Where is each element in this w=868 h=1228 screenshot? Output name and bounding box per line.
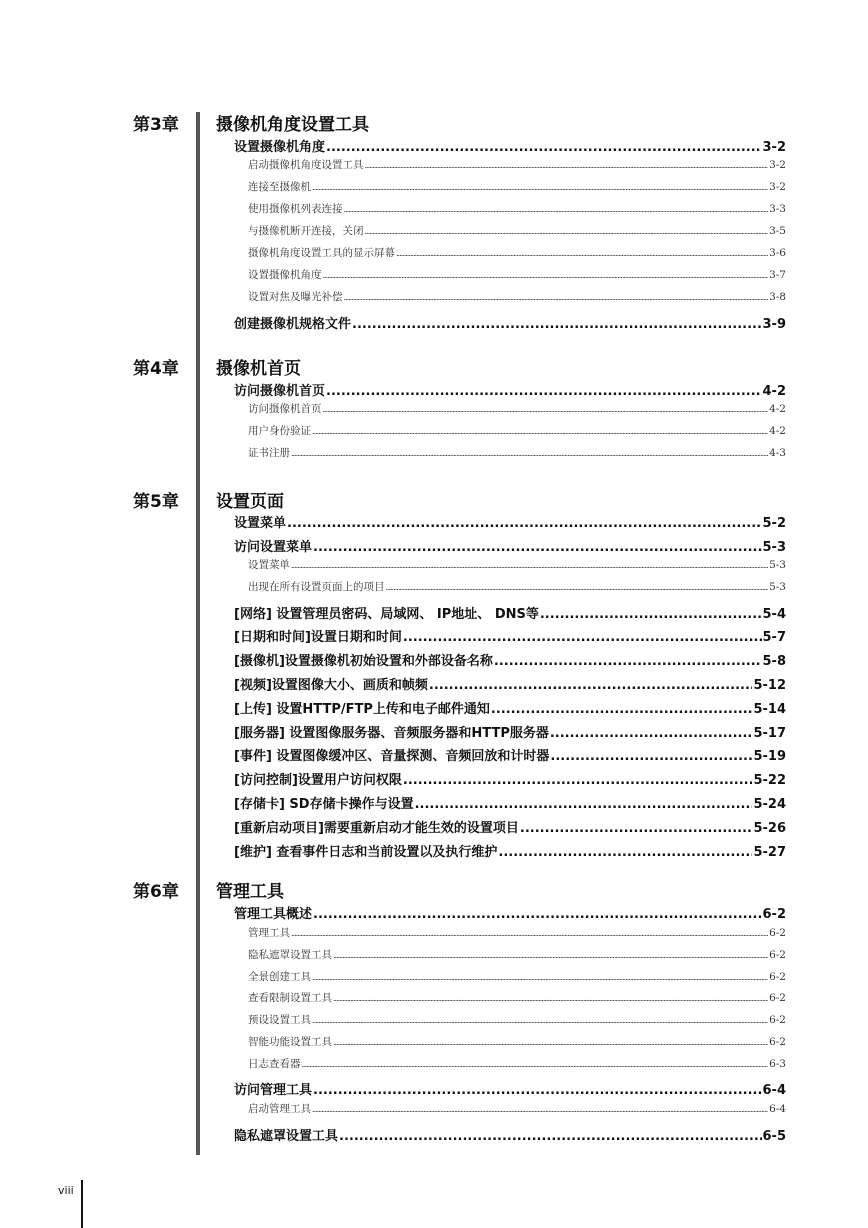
entry-title: 设置摄像机角度 [234,140,326,155]
dot-leader [333,1036,768,1048]
entry-page: 5-4 [762,607,786,622]
entry-title: [服务器] 设置图像服务器、音频服务器和HTTP服务器 [234,726,549,741]
toc-section-entry[interactable] [234,650,786,670]
toc-subsection-entry[interactable] [248,245,786,263]
entry-page: 6-5 [762,1129,786,1144]
entry-page: 3-9 [762,317,786,332]
entry-page: 5-14 [753,702,786,717]
footer-rule [81,1180,83,1228]
entry-page: 4-2 [769,425,786,437]
dot-leader [333,949,768,961]
toc-section-entry[interactable] [234,698,786,718]
dot-leader [494,654,762,669]
entry-page: 3-2 [762,140,786,155]
dot-leader [520,821,753,836]
entry-title: [存储卡] SD存储卡操作与设置 [234,797,414,812]
toc-section-entry[interactable] [234,769,786,789]
dot-leader [352,317,761,332]
chapter-label: 第5章 [133,492,179,512]
dot-leader [291,559,768,571]
toc-subsection-entry[interactable] [248,423,786,441]
toc-section-entry[interactable] [234,603,786,623]
entry-page: 3-2 [769,181,786,193]
entry-title: [事件] 设置图像缓冲区、音量探测、音频回放和计时器 [234,749,550,764]
toc-subsection-entry[interactable] [248,925,786,943]
toc-section-entry[interactable] [234,903,786,923]
dot-leader [396,247,768,259]
entry-title: [访问控制]设置用户访问权限 [234,773,402,788]
entry-title: 访问摄像机首页 [234,384,326,399]
entry-page: 5-7 [762,630,786,645]
entry-page: 5-26 [753,821,786,836]
toc-section-entry[interactable] [234,626,786,646]
entry-page: 4-2 [762,384,786,399]
entry-page: 5-3 [769,581,786,593]
toc-section-entry[interactable] [234,841,786,861]
toc-subsection-entry[interactable] [248,969,786,987]
dot-leader [291,927,768,939]
entry-page: 6-2 [762,907,786,922]
dot-leader [312,1103,768,1115]
entry-title: 智能功能设置工具 [248,1036,332,1048]
chapter-label: 第3章 [133,115,179,135]
dot-leader [403,630,762,645]
toc-section-entry[interactable] [234,536,786,556]
entry-page: 6-4 [762,1083,786,1098]
toc-subsection-entry[interactable] [248,557,786,575]
toc-section-entry[interactable] [234,793,786,813]
dot-leader [429,678,753,693]
page-number: viii [58,1184,74,1197]
dot-leader [403,773,753,788]
dot-leader [313,907,761,922]
dot-leader [326,384,761,399]
entry-page: 3-3 [769,203,786,215]
toc-section-entry[interactable] [234,380,786,400]
entry-page: 4-3 [769,447,786,459]
entry-title: 出现在所有设置页面上的项目 [248,581,385,593]
entry-page: 5-3 [769,559,786,571]
dot-leader [344,203,769,215]
entry-page: 5-2 [762,516,786,531]
chapter-title: 摄像机首页 [216,359,301,379]
dot-leader [386,581,769,593]
entry-page: 5-3 [762,540,786,555]
entry-title: 设置对焦及曝光补偿 [248,291,343,303]
entry-page: 5-12 [753,678,786,693]
dot-leader [312,425,768,437]
entry-page: 6-2 [769,992,786,1004]
entry-title: 与摄像机断开连接，关闭 [248,225,364,237]
entry-title: 隐私遮罩设置工具 [248,949,332,961]
toc-subsection-entry[interactable] [248,223,786,241]
chapter-label: 第6章 [133,882,179,902]
entry-title: 用户身份验证 [248,425,311,437]
entry-page: 5-27 [753,845,786,860]
entry-title: 设置摄像机角度 [248,269,322,281]
toc-subsection-entry[interactable] [248,1056,786,1074]
entry-title: [视频]设置图像大小、画质和帧频 [234,678,428,693]
entry-title: [摄像机]设置摄像机初始设置和外部设备名称 [234,654,493,669]
entry-title: 访问设置菜单 [234,540,313,555]
entry-title: [上传] 设置HTTP/FTP上传和电子邮件通知 [234,702,490,717]
entry-page: 5-8 [762,654,786,669]
entry-title: 启动管理工具 [248,1103,311,1115]
toc-subsection-entry[interactable] [248,1034,786,1052]
chapter-title: 摄像机角度设置工具 [216,115,369,135]
entry-title: 摄像机角度设置工具的显示屏幕 [248,247,395,259]
dot-leader [312,971,768,983]
dot-leader [333,992,768,1004]
entry-page: 6-2 [769,1014,786,1026]
dot-leader [313,1083,761,1098]
dot-leader [312,181,768,193]
entry-title: 创建摄像机规格文件 [234,317,352,332]
entry-title: 设置菜单 [248,559,290,571]
entry-page: 6-2 [769,1036,786,1048]
entry-page: 5-24 [753,797,786,812]
entry-title: [维护] 查看事件日志和当前设置以及执行维护 [234,845,498,860]
toc-section-entry[interactable] [234,512,786,532]
entry-title: 日志查看器 [248,1058,301,1070]
vertical-rule [196,112,200,1155]
toc-subsection-entry[interactable] [248,179,786,197]
entry-page: 5-19 [753,749,786,764]
dot-leader [365,225,769,237]
toc-subsection-entry[interactable] [248,1101,786,1119]
toc-subsection-entry[interactable] [248,579,786,597]
entry-title: 管理工具概述 [234,907,313,922]
entry-page: 3-8 [769,291,786,303]
dot-leader [326,140,761,155]
entry-title: [网络] 设置管理员密码、局域网、 IP地址、 DNS等 [234,607,539,622]
entry-title: [日期和时间]设置日期和时间 [234,630,402,645]
chapter-title: 设置页面 [216,492,284,512]
dot-leader [339,1129,761,1144]
dot-leader [498,845,752,860]
entry-page: 3-2 [769,159,786,171]
entry-page: 6-2 [769,949,786,961]
toc-subsection-entry[interactable] [248,267,786,285]
toc-section-entry[interactable] [234,136,786,156]
chapter-title: 管理工具 [216,882,284,902]
entry-page: 5-22 [753,773,786,788]
entry-page: 6-3 [769,1058,786,1070]
entry-page: 3-5 [769,225,786,237]
entry-title: 访问管理工具 [234,1083,313,1098]
toc-subsection-entry[interactable] [248,1012,786,1030]
dot-leader [313,540,761,555]
toc-subsection-entry[interactable] [248,445,786,463]
dot-leader [323,269,769,281]
dot-leader [550,726,753,741]
entry-title: 连接至摄像机 [248,181,311,193]
dot-leader [344,291,769,303]
toc-section-entry[interactable] [234,313,786,333]
dot-leader [302,1058,769,1070]
entry-page: 3-7 [769,269,786,281]
entry-page: 6-2 [769,927,786,939]
dot-leader [291,447,768,459]
dot-leader [540,607,762,622]
entry-title: 访问摄像机首页 [248,403,322,415]
chapter-label: 第4章 [133,359,179,379]
entry-title: 证书注册 [248,447,290,459]
entry-title: 启动摄像机角度设置工具 [248,159,364,171]
dot-leader [323,403,769,415]
toc-section-entry[interactable] [234,745,786,765]
dot-leader [491,702,753,717]
entry-title: 管理工具 [248,927,290,939]
toc-subsection-entry[interactable] [248,990,786,1008]
toc-section-entry[interactable] [234,1079,786,1099]
entry-title: 查看限制设置工具 [248,992,332,1004]
dot-leader [550,749,752,764]
entry-title: [重新启动项目]需要重新启动才能生效的设置项目 [234,821,519,836]
toc-subsection-entry[interactable] [248,947,786,965]
toc-section-entry[interactable] [234,674,786,694]
entry-title: 隐私遮罩设置工具 [234,1129,339,1144]
toc-subsection-entry[interactable] [248,201,786,219]
entry-page: 3-6 [769,247,786,259]
toc-subsection-entry[interactable] [248,289,786,307]
toc-section-entry[interactable] [234,1125,786,1145]
toc-section-entry[interactable] [234,722,786,742]
entry-page: 6-2 [769,971,786,983]
entry-title: 全景创建工具 [248,971,311,983]
entry-page: 4-2 [769,403,786,415]
dot-leader [365,159,769,171]
toc-subsection-entry[interactable] [248,157,786,175]
dot-leader [312,1014,768,1026]
entry-title: 预设设置工具 [248,1014,311,1026]
entry-title: 使用摄像机列表连接 [248,203,343,215]
toc-subsection-entry[interactable] [248,401,786,419]
dot-leader [415,797,753,812]
toc-section-entry[interactable] [234,817,786,837]
entry-page: 6-4 [769,1103,786,1115]
entry-page: 5-17 [753,726,786,741]
entry-title: 设置菜单 [234,516,287,531]
dot-leader [287,516,761,531]
